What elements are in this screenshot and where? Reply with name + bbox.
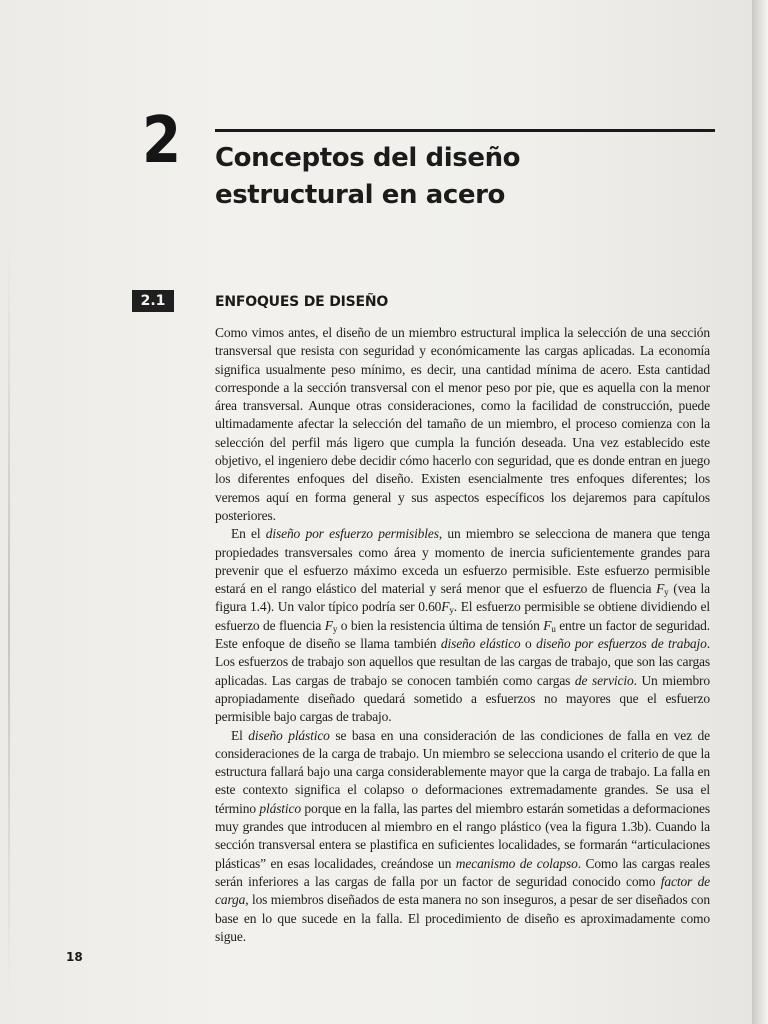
paragraph-2: En el diseño por esfuerzo permisibles, un miembro se selecciona de manera que tenga propiedades transversales como área y momento de inercia suficientemente grandes para prevenir que el esfuerzo máximo exceda un esfuerzo permisible. Este esfuerzo permisible estará en el rango elástico del material y será menor que el esfuerzo de fluencia $F_y$ (vea la figura 1.4). Un valor típico podría ser $0.60F_y$. El esfuerzo permisible se obtiene dividiendo el esfuerzo de fluencia $F_y$ o bien la resistencia última de tensión $F_u$ entre un factor de seguridad. Este enfoque de diseño se llama también diseño elástico o diseño por esfuerzos de trabajo. Los esfuerzos de trabajo son aquellos que resultan de las cargas de trabajo, que son las cargas aplicadas. Las cargas de trabajo se conocen también como cargas de servicio. Un miembro apropiadamente diseñado quedará sometido a esfuerzos no mayores que el esfuerzo permisible bajo cargas de trabajo. — [215, 526, 711, 725]
binding-shadow — [8, 240, 10, 1000]
chapter-rule — [215, 129, 715, 132]
section-number-badge: 2.1 — [132, 290, 174, 312]
chapter-number: 2 — [142, 104, 182, 178]
chapter-title-line-1: Conceptos del diseño — [215, 143, 521, 173]
chapter-title — [215, 140, 695, 214]
page-edge — [752, 0, 768, 1024]
chapter-title-line-2: estructural en acero — [215, 180, 506, 210]
page-number: 18 — [66, 950, 83, 964]
paragraph-3: El diseño plástico se basa en una consideración de las condiciones de falla en vez de consideraciones de la carga de trabajo. Un miembro se selecciona usando el criterio de que la estructura fallará bajo una carga considerablemente mayor que la carga de trabajo. La falla en este contexto significa el colapso o deformaciones extremadamente grandes. Se usa el término plástico porque en la falla, las partes del miembro estarán sometidas a deformaciones muy grandes que introducen al miembro en el rango plástico (vea la figura 1.3b). Cuando la sección transversal entera se plastifica en suficientes localidades, se formarán “articulaciones plásticas” en esas localidades, creándose un mecanismo de colapso. Como las cargas reales serán inferiores a las cargas de falla por un factor de seguridad conocido como factor de carga, los miembros diseñados de esta manera no son inseguros, a pesar de ser diseñados con base en lo que sucede en la falla. El procedimiento de diseño es aproximadamente como sigue. — [215, 727, 711, 944]
body-text — [215, 324, 710, 946]
section-title: ENFOQUES DE DISEÑO — [215, 294, 389, 310]
paragraph-1: Como vimos antes, el diseño de un miembro estructural implica la selección de una sección transversal que resista con seguridad y económicamente las cargas aplicadas. La economía significa usualmente peso mínimo, es decir, una cantidad mínima de acero. Esta cantidad corresponde a la sección transversal con el menor peso por pie, que es aquella con la menor área transversal. Aunque otras consideraciones, como la facilidad de construcción, puede ultimadamente afectar la selección del tamaño de un miembro, el proceso comienza con la selección del perfil más ligero que cumpla la función deseada. Una vez establecido este objetivo, el ingeniero debe decidir cómo hacerlo con seguridad, que es donde entran en juego los diferentes enfoques del diseño. Existen esencialmente tres enfoques diferentes; los veremos aquí en forma general y sus aspectos específicos los dejaremos para capítulos posteriores. — [215, 325, 710, 523]
